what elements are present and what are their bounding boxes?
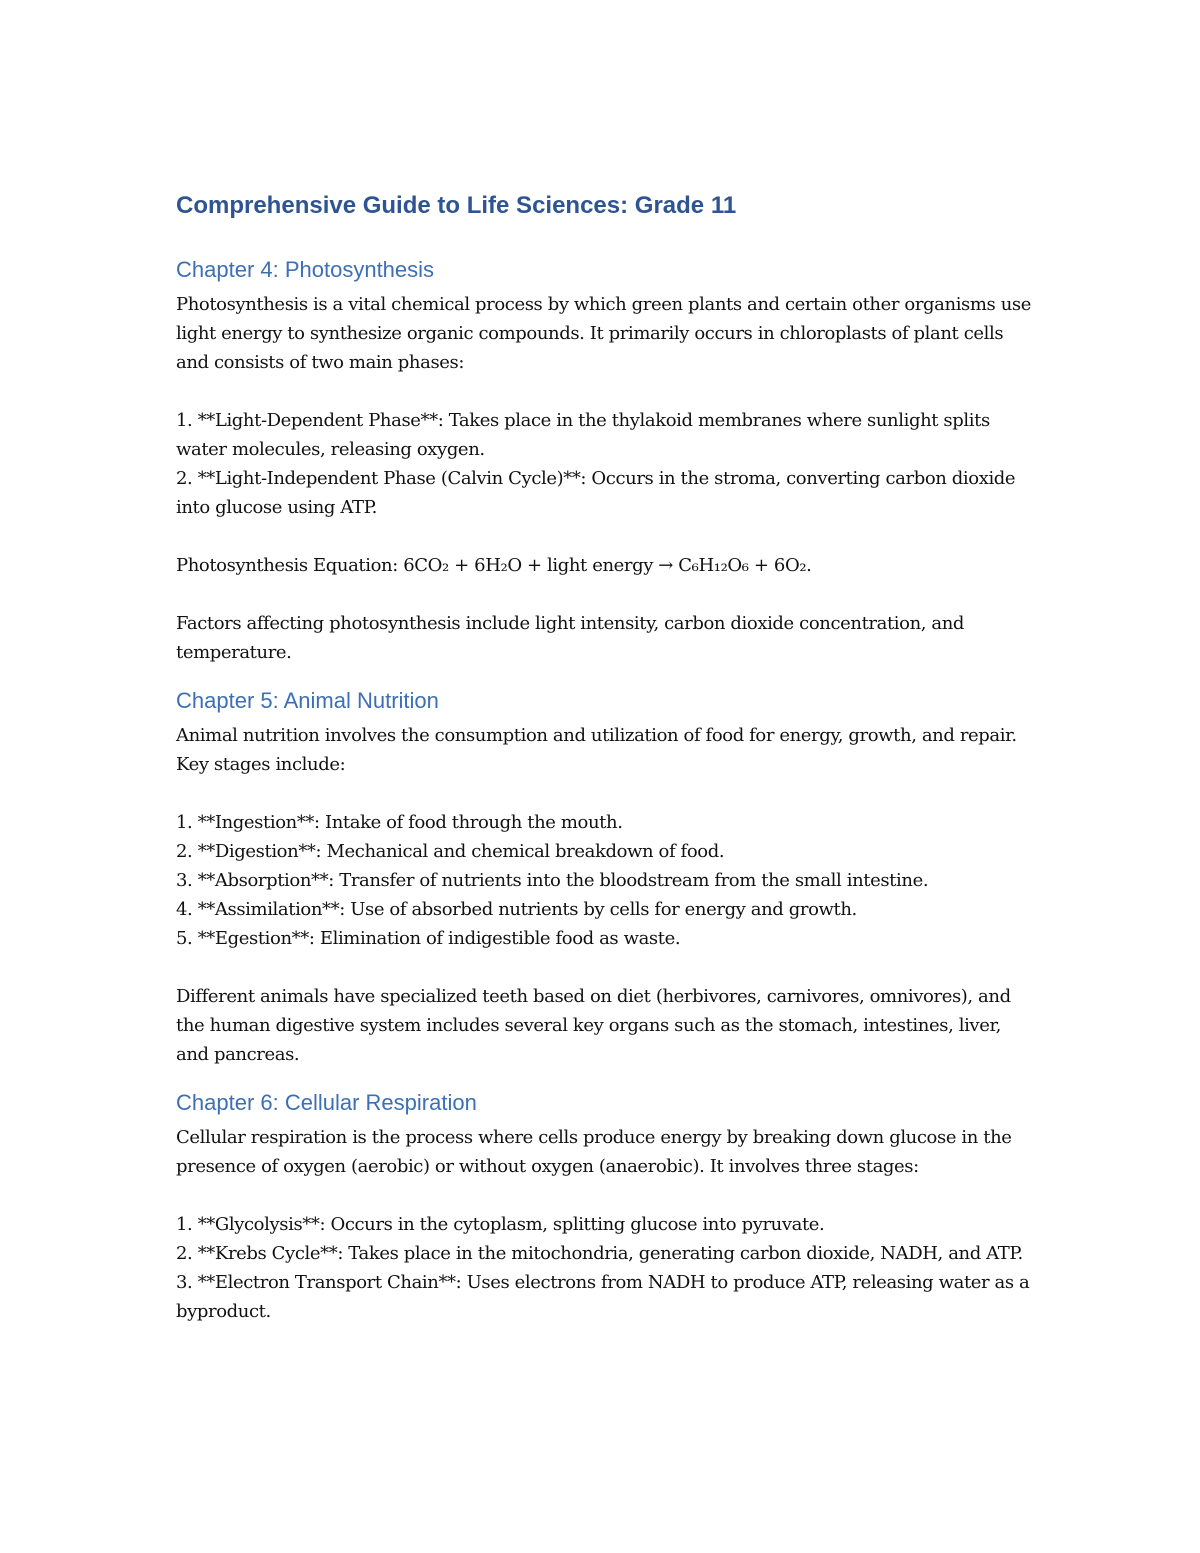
section-gap	[176, 667, 1036, 685]
list-item: 2. **Krebs Cycle**: Takes place in the mitochondria, generating carbon dioxide, NADH, and ATP.	[176, 1243, 1023, 1264]
chapter-intro: Photosynthesis is a vital chemical process by which green plants and certain other organisms use light energy to synthesize organic compounds. It primarily occurs in chloroplasts of plant cells and consists of two main phases:	[176, 294, 1031, 373]
list-item: 1. **Light-Dependent Phase**: Takes place in the thylakoid membranes where sunlight splits water molecules, releasing oxygen.	[176, 410, 990, 460]
spacer	[176, 377, 1036, 406]
chapter-cellular-respiration	[176, 1087, 1036, 1326]
spacer	[176, 779, 1036, 808]
document-title: Comprehensive Guide to Life Sciences: Grade 11	[176, 192, 737, 219]
document-page	[176, 188, 1036, 1326]
spacer	[176, 953, 1036, 982]
list-item: 1. **Glycolysis**: Occurs in the cytoplasm, splitting glucose into pyruvate.	[176, 1214, 825, 1235]
spacer	[176, 580, 1036, 609]
list-item: 3. **Absorption**: Transfer of nutrients into the bloodstream from the small intestine.	[176, 870, 929, 891]
paragraph: Different animals have specialized teeth based on diet (herbivores, carnivores, omnivores), and the human digestive system includes several key organs such as the stomach, intestines, liver, and pancreas.	[176, 986, 1011, 1065]
spacer	[176, 522, 1036, 551]
equation-paragraph: Photosynthesis Equation: 6CO₂ + 6H₂O + light energy → C₆H₁₂O₆ + 6O₂.	[176, 555, 812, 576]
paragraph: Factors affecting photosynthesis include light intensity, carbon dioxide concentration, and temperature.	[176, 613, 965, 663]
chapter-heading: Chapter 6: Cellular Respiration	[176, 1090, 477, 1115]
list-item: 2. **Light-Independent Phase (Calvin Cycle)**: Occurs in the stroma, converting carbon dioxide into glucose using ATP.	[176, 468, 1016, 518]
spacer	[176, 1181, 1036, 1210]
section-gap	[176, 1069, 1036, 1087]
chapter-intro: Cellular respiration is the process where cells produce energy by breaking down glucose in the presence of oxygen (aerobic) or without oxygen (anaerobic). It involves three stages:	[176, 1127, 1012, 1177]
list-item: 5. **Egestion**: Elimination of indigestible food as waste.	[176, 928, 681, 949]
chapter-animal-nutrition	[176, 685, 1036, 1069]
list-item: 2. **Digestion**: Mechanical and chemical breakdown of food.	[176, 841, 725, 862]
chapter-photosynthesis	[176, 254, 1036, 667]
chapter-heading: Chapter 4: Photosynthesis	[176, 257, 435, 282]
list-item: 4. **Assimilation**: Use of absorbed nutrients by cells for energy and growth.	[176, 899, 857, 920]
chapter-intro: Animal nutrition involves the consumption and utilization of food for energy, growth, and repair. Key stages include:	[176, 725, 1017, 775]
list-item: 1. **Ingestion**: Intake of food through the mouth.	[176, 812, 623, 833]
chapter-heading: Chapter 5: Animal Nutrition	[176, 688, 439, 713]
list-item: 3. **Electron Transport Chain**: Uses electrons from NADH to produce ATP, releasing water as a byproduct.	[176, 1272, 1030, 1322]
